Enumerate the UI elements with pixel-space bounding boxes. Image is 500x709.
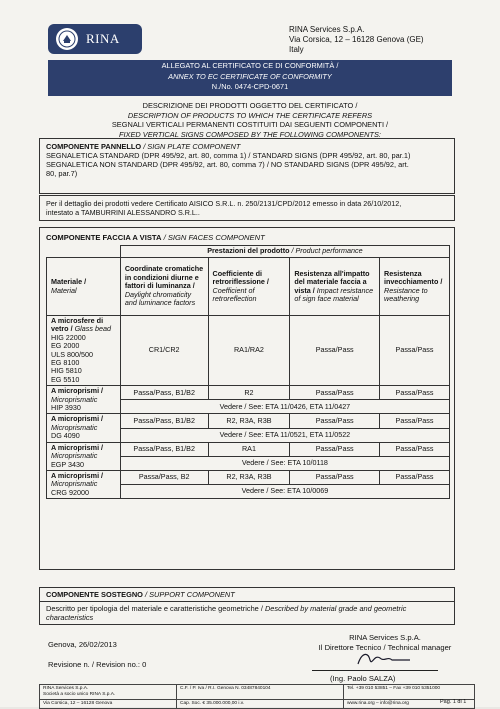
header-line2: ANNEX TO EC CERTIFICATE OF CONFORMITY [168,71,332,81]
faces-title-en: / SIGN FACES COMPONENT [163,233,265,242]
eta-reference: Vedere / See: ETA 10/0069 [120,485,449,499]
material-code: HIG 22000 [51,332,86,342]
table-row [47,386,450,400]
material-code: ULS 800/500 [51,349,93,359]
header-col1-en: Daylight chromaticity and luminance factors [124,289,196,308]
eta-reference: Vedere / See: ETA 11/0426, ETA 11/0427 [120,400,449,414]
footer-phone: Tel. +39 010 53851 – Fax +39 010 5351000 [344,685,475,700]
support-title-en: / SUPPORT COMPONENT [144,590,235,599]
footer-company: RINA Services S.p.A. [43,686,89,691]
header-material-it: Materiale / [51,277,87,287]
header-material [47,258,121,316]
header-col4: Resistenza invecchiamento / [384,268,443,287]
table-row [47,316,450,386]
impact-value: Passa/Pass [290,316,380,386]
intro-line1: DESCRIZIONE DEI PRODOTTI OGGETTO DEL CERTIFICATO / [142,101,358,110]
weathering-value: Passa/Pass [380,414,450,428]
weathering-value: Passa/Pass [380,316,450,386]
footer-capital: Cap. Soc. € 35.000.000,00 i.v. [177,700,344,709]
weathering-value: Passa/Pass [380,386,450,400]
footer-address: Via Corsica, 12 – 16128 Genova [40,700,177,709]
signatory-role: Il Direttore Tecnico / Technical manager [318,643,452,652]
signatory-name: (Ing. Paolo SALZA) [330,674,396,683]
material-code: HIP 3930 [51,403,81,413]
material-name-en: Microprismatic [51,451,98,461]
material-name: A microprismi / [51,442,104,452]
panel-title-en: / SIGN PLATE COMPONENT [143,142,241,151]
detail-line2: intestato a TAMBURRINI ALESSANDRO S.R.L.. [46,208,200,217]
material-cell [47,470,121,498]
header-material-en: Material [51,285,77,295]
rina-seal-icon [56,28,78,50]
material-name-en: Glass bead [74,324,111,334]
table-row [47,414,450,428]
material-name-en: Microprismatic [51,422,98,432]
retroreflection-value: R2 [208,386,290,400]
footer-owner: Società a socio unico RINA S.p.A. [43,692,116,697]
intro-line3: SEGNALI VERTICALI PERMANENTI COSTITUITI DAI SEGUENTI COMPONENTI / [111,120,389,129]
issue-date: Genova, 26/02/2013 [48,640,117,649]
impact-value: Passa/Pass [290,414,380,428]
panel-component-box [39,138,455,194]
retroreflection-value: RA1/RA2 [208,316,290,386]
header-impact [290,258,380,316]
panel-title: COMPONENTE PANNELLO [46,142,142,151]
faces-title: COMPONENTE FACCIA A VISTA [46,233,162,242]
material-cell [47,442,121,470]
support-desc-en2: characteristics [46,613,94,622]
revision: Revisione n. / Revision no.: 0 [48,660,147,669]
signatory-company: RINA Services S.p.A. [349,633,421,642]
impact-value: Passa/Pass [290,386,380,400]
material-code: EG 8100 [51,358,80,368]
perf-header-cell [120,246,449,258]
detail-line1: Per il dettaglio dei prodotti vedere Certificato AISICO S.R.L. n. 250/2131/CPD/2012 emesso in data 26/10/2012, [46,199,402,208]
impact-value: Passa/Pass [290,442,380,456]
panel-line1: SEGNALETICA STANDARD (DPR 495/92, art. 80, comma 1) / STANDARD SIGNS (DPR 495/92, art. 80, par.1) [46,151,411,160]
support-component-box [39,587,455,625]
chromaticity-value: Passa/Pass, B1/B2 [120,442,208,456]
signature-line [312,670,438,671]
panel-line3: 80, par.7) [46,169,78,178]
panel-line2: SEGNALETICA NON STANDARD (DPR 495/92, art. 80, comma 7) / NO STANDARD SIGNS (DPR 495/92, art. [46,160,409,169]
material-name: A microprismi / [51,386,104,396]
eta-reference: Vedere / See: ETA 10/0118 [120,456,449,470]
intro-line4: FIXED VERTICAL SIGNS COMPOSED BY THE FOLLOWING COMPONENTS: [118,129,381,139]
footer-company-cell [40,685,177,700]
material-code: EGP 3430 [51,459,85,469]
intro-line2: DESCRIPTION OF PRODUCTS TO WHICH THE CERTIFICATE REFERS [127,110,373,120]
issuer-country: Italy [289,45,304,54]
perf-header: Prestazioni del prodotto [207,246,290,256]
table-row [47,470,450,484]
certificate-header [48,60,452,96]
eta-reference: Vedere / See: ETA 11/0521, ETA 11/0522 [120,428,449,442]
footer-tax-id: C.F. / P. Iva / R.I. Genova N. 03487840104 [177,685,344,700]
material-name: A microprismi / [51,414,104,424]
perf-header-en: / Product performance [291,246,363,256]
page-number: Pag. 1 di 1 [440,699,467,705]
performance-table [46,245,450,499]
support-title: COMPONENTE SOSTEGNO [46,590,143,599]
material-name: A microprismi / [51,470,104,480]
issuer-address [289,25,424,55]
impact-value: Passa/Pass [290,470,380,484]
material-code: EG 5510 [51,374,80,384]
header-line1: ALLEGATO AL CERTIFICATO CE DI CONFORMITÀ / [161,61,339,70]
material-code: DG 4090 [51,431,80,441]
material-cell [47,316,121,386]
support-desc-en: Described by material grade and geometric [264,604,407,613]
retroreflection-value: R2, R3A, R3B [208,470,290,484]
handwritten-signature [354,648,414,670]
logo-text: RINA [86,31,120,46]
header-col3-en: Impact resistance of sign face material [294,285,374,303]
retroreflection-value: R2, R3A, R3B [208,414,290,428]
weathering-value: Passa/Pass [380,470,450,484]
chromaticity-value: Passa/Pass, B1/B2 [120,414,208,428]
material-cell [47,414,121,442]
chromaticity-value: Passa/Pass, B2 [120,470,208,484]
header-col2-en: Coefficient of retroreflection [212,285,257,303]
material-name: A microsfere di vetro / [51,316,104,334]
intro-block [48,101,452,139]
footer-web: www.rina.org – info@rina.org [344,700,475,709]
weathering-value: Passa/Pass [380,442,450,456]
header-weathering [380,258,450,316]
header-line3: N./No. 0474-CPD-0671 [211,82,289,91]
header-retroreflection [208,258,290,316]
material-cell [47,386,121,414]
issuer-company: RINA Services S.p.A. [289,25,365,34]
detail-box [39,195,455,221]
header-chromaticity [120,258,208,316]
material-name-en: Microprismatic [51,394,98,404]
rina-logo [48,24,142,54]
support-desc: Descritto per tipologia del materiale e caratteristiche geometriche / [46,604,263,613]
material-name-en: Microprismatic [51,479,98,489]
material-code: EG 2000 [51,341,80,351]
header-col2: Coefficiente di retroriflessione / [212,268,269,287]
material-code: CRG 92000 [51,487,89,497]
retroreflection-value: RA1 [208,442,290,456]
chromaticity-value: Passa/Pass, B1/B2 [120,386,208,400]
table-row [47,442,450,456]
material-code: HIG 5810 [51,366,82,376]
header-col1: Coordinate cromatiche in condizioni diurne e fattori di luminanza / [124,264,204,291]
footer-table [39,684,475,709]
issuer-street: Via Corsica, 12 – 16128 Genova (GE) [289,35,424,44]
chromaticity-value: CR1/CR2 [120,316,208,386]
sign-faces-box [39,227,455,570]
header-col4-en: Resistance to weathering [384,285,428,303]
header-col3: Resistenza all'impatto del materiale faccia a vista / [294,268,370,295]
